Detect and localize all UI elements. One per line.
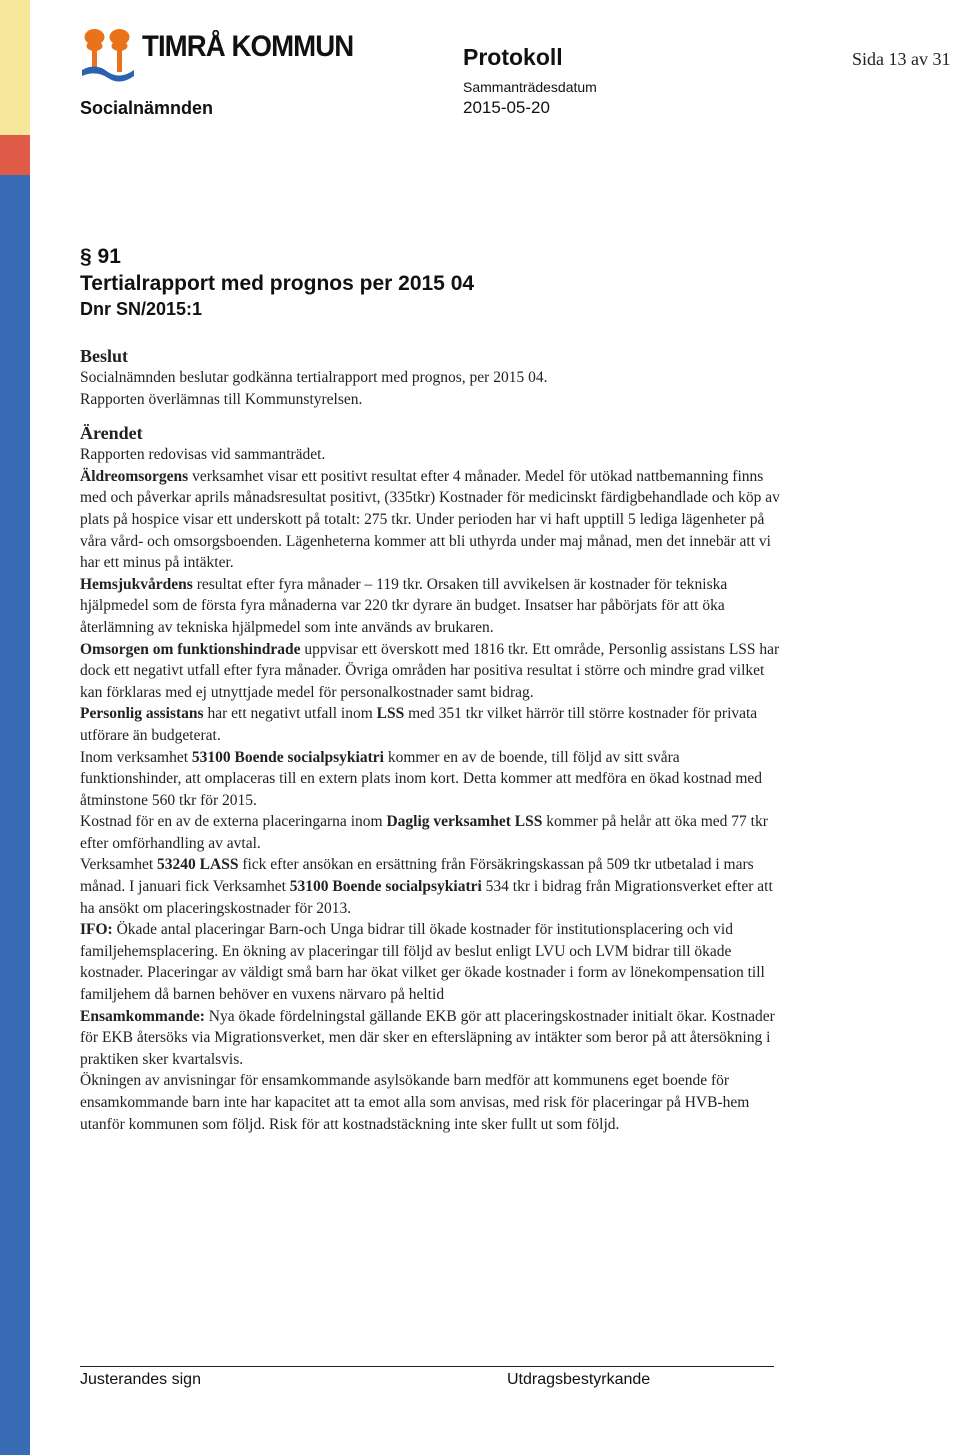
- doc-type-title: Protokoll: [463, 44, 563, 70]
- side-band-yellow: [0, 0, 30, 135]
- utdragsbestyrkande-label: Utdragsbestyrkande: [507, 1371, 651, 1388]
- signature-line-right: [472, 1366, 774, 1367]
- section-number: § 91: [80, 245, 121, 268]
- paragraph-ifo: IFO: Ökade antal placeringar Barn-och Unga bidrar till ökade kostnader för institutionsplacering och vid familjehemsplacering. En ökning av placeringar till följd av beslut enligt LVU och LVM bidrar till ökade kostnader. Placeringar av väldigt små barn har ökat vilket ger ökade kostnader i form av lönekompensation till familjehem då barnen behöver en vuxens närvaro på heltid: [80, 921, 765, 1004]
- arendet-heading: Ärendet: [80, 423, 143, 444]
- meeting-date: 2015-05-20: [463, 98, 550, 117]
- paragraph-ensamkommande: Ensamkommande: Nya ökade fördelningstal gällande EKB gör att placeringskostnader initialt ökar. Kostnader för EKB återsöks via Migrationsverket, men där sker en eftersläpning av intäkter som beror på att återsökning i praktiken sker kvartalsvis.: [80, 1007, 775, 1068]
- signature-line-left: [80, 1366, 472, 1367]
- committee-name: Socialnämnden: [80, 98, 214, 118]
- paragraph-boende-socialpsykiatri: Inom verksamhet 53100 Boende socialpsykiatri kommer en av de boende, till följd av sitt svåra funktionshinder, att omplaceras till en extern plats inom kort. Detta kommer att medföra en ökad kostnad med åtminstone 560 tkr för 2015.: [80, 748, 763, 809]
- side-band-blue: [0, 175, 30, 1455]
- meeting-date-label: Sammanträdesdatum: [463, 79, 597, 95]
- document-body: [80, 345, 780, 1135]
- side-band-red: [0, 135, 30, 175]
- beslut-line-1: Socialnämnden beslutar godkänna tertialrapport med prognos, per 2015 04.: [80, 369, 548, 386]
- paragraph-aldreomsorg: Äldreomsorgens verksamhet visar ett positivt resultat efter 4 månader. Medel för utökad nattbemanning finns med och påverkar aprils månadsresultat positivt, (335tkr) Kostnader för medicinskt färdigbehandlade och köp av plats på hospice visar ett underskott på totalt: 275 tkr. Under perioden har vi haft upptill 5 lediga lägenheter på våra vård- och omsorgsboenden. Lägenheterna kommer att bli uthyrda under maj månad, men det innebär att vi har ett minus på intäkter.: [80, 467, 780, 572]
- paragraph-funktionshindrade: Omsorgen om funktionshindrade uppvisar ett överskott med 1816 tkr. Ett område, Personlig assistans LSS har dock ett negativt utfall efter fyra månader. Övriga områden har positiva resultat i större och mindre grad vilket kan förklaras med ej utnyttjade medel för personalkostnader samt bidrag.: [80, 640, 780, 701]
- arendet-intro: Rapporten redovisas vid sammanträdet.: [80, 446, 326, 464]
- org-name: TIMRÅ KOMMUN: [142, 30, 354, 63]
- beslut-heading: Beslut: [80, 346, 129, 366]
- paragraph-daglig-verksamhet: Kostnad för en av de externa placeringarna inom Daglig verksamhet LSS kommer på helår att öka med 77 tkr efter omförhandling av avtal.: [80, 813, 768, 852]
- paragraph-anvisningar: Ökningen av anvisningar för ensamkommande asylsökande barn medför att kommunens eget boende för ensamkommande barn inte har kapacitet att ta emot alla som anvisas, med risk för placeringar på HVB-hem utanför kommunen som följd. Risk för att kostnadstäckning inte sker fullt ut som följd.: [80, 1072, 750, 1133]
- beslut-line-2: Rapporten överlämnas till Kommunstyrelsen.: [80, 390, 363, 408]
- paragraph-hemsjukvard: Hemsjukvårdens resultat efter fyra månader – 119 tkr. Orsaken till avvikelsen är kostnader för tekniska hjälpmedel som de första fyra månaderna var 220 tkr dyrare än budget. Insatser har påbörjats för att öka återlämning av tekniska hjälpmedel som inte används av brukaren.: [80, 575, 728, 636]
- justerandes-sign-label: Justerandes sign: [80, 1371, 201, 1388]
- paragraph-personlig-assistans: Personlig assistans har ett negativt utfall inom LSS med 351 tkr vilket härrör till större kostnader för privata utförare än budgeterat.: [80, 705, 758, 744]
- section-dnr: Dnr SN/2015:1: [80, 299, 203, 319]
- section-title: Tertialrapport med prognos per 2015 04: [80, 272, 475, 295]
- section-heading: [80, 243, 474, 321]
- page-indicator: Sida 13 av 31: [852, 49, 951, 69]
- paragraph-lass: Verksamhet 53240 LASS fick efter ansökan en ersättning från Försäkringskassan på 509 tkr utbetalad i mars månad. I januari fick Verksamhet 53100 Boende socialpsykiatri 534 tkr i bidrag från Migrationsverket efter att ha ansökt om placeringskostnader för 2013.: [80, 856, 773, 917]
